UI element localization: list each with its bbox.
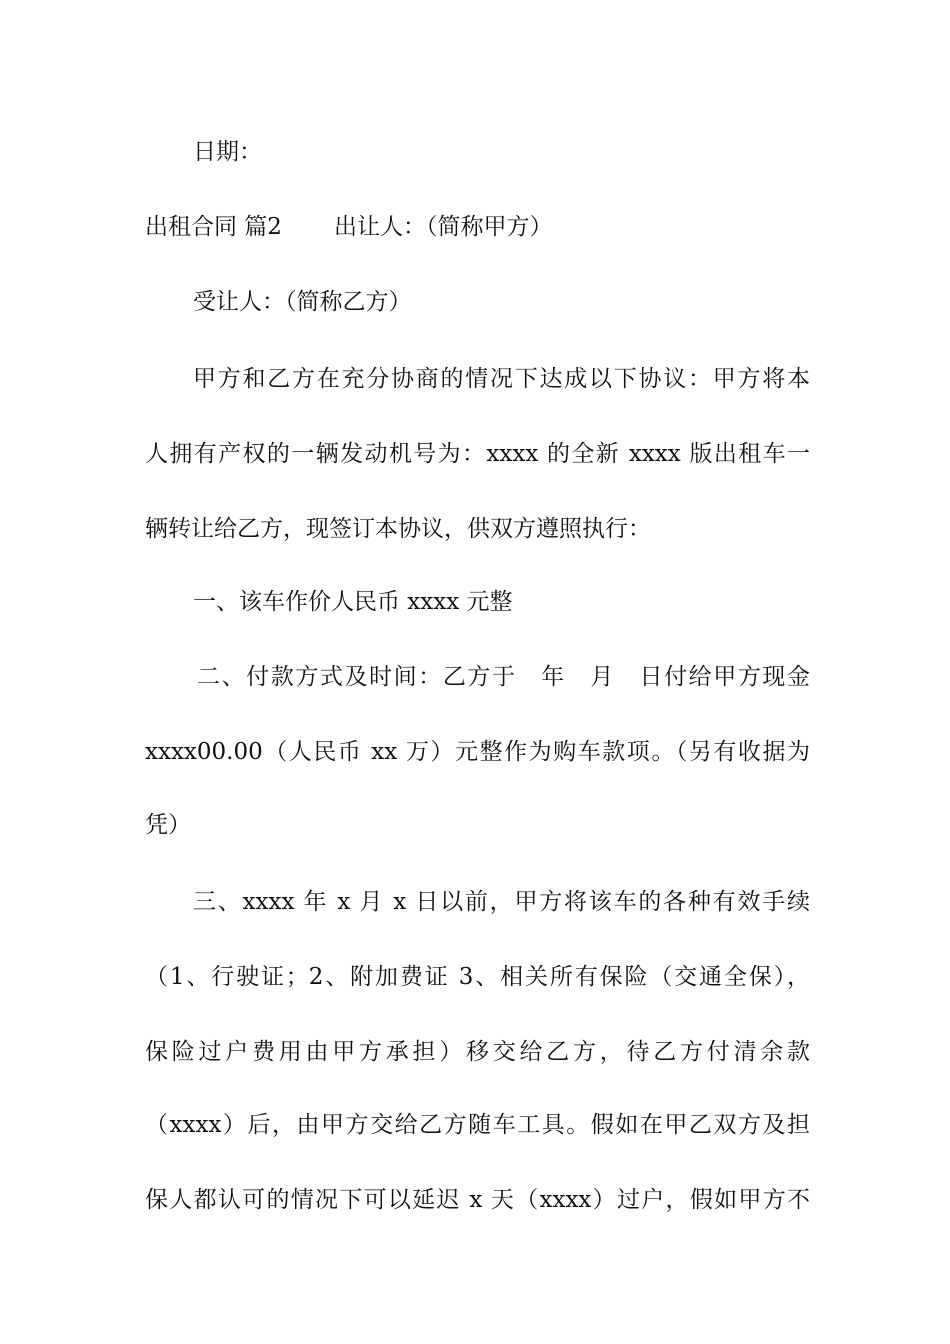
clause-line: xxxx00.00（人民币 xx 万）元整作为购车款项。（另有收据为 xyxy=(145,739,810,765)
contract-title: 出租合同 篇2 xyxy=(145,214,282,240)
paragraph-line: 辆转让给乙方，现签订本协议，供双方遵照执行： xyxy=(145,516,651,542)
contract-heading xyxy=(145,210,810,244)
transferor-label: 出让人：（简称甲方） xyxy=(333,214,553,240)
transferee-label: 受让人：（简称乙方） xyxy=(193,289,412,315)
clause-line: 凭） xyxy=(145,812,191,838)
clause-line: 一、该车作价人民币 xxxx 元整 xyxy=(193,589,513,615)
clause-line: （xxxx）后，由甲方交给乙方随车工具。假如在甲乙双方及担 xyxy=(145,1112,810,1138)
clause-line: 保险过户费用由甲方承担）移交给乙方，待乙方付清余款 xyxy=(145,1039,810,1065)
clause-line: 二、付款方式及时间：乙方于 年 月 日付给甲方现金 xyxy=(197,664,810,690)
clause-line: 保人都认可的情况下可以延迟 x 天（xxxx）过户，假如甲方不 xyxy=(145,1187,810,1213)
paragraph-line: 甲方和乙方在充分协商的情况下达成以下协议：甲方将本 xyxy=(193,366,810,392)
date-label: 日期： xyxy=(193,139,262,165)
paragraph-line: 人拥有产权的一辆发动机号为：xxxx 的全新 xxxx 版出租车一 xyxy=(145,441,810,467)
clause-line: 三、xxxx 年 x 月 x 日以前，甲方将该车的各种有效手续 xyxy=(193,889,810,915)
clause-line: （1、行驶证；2、附加费证 3、相关所有保险（交通全保）， xyxy=(145,964,810,990)
